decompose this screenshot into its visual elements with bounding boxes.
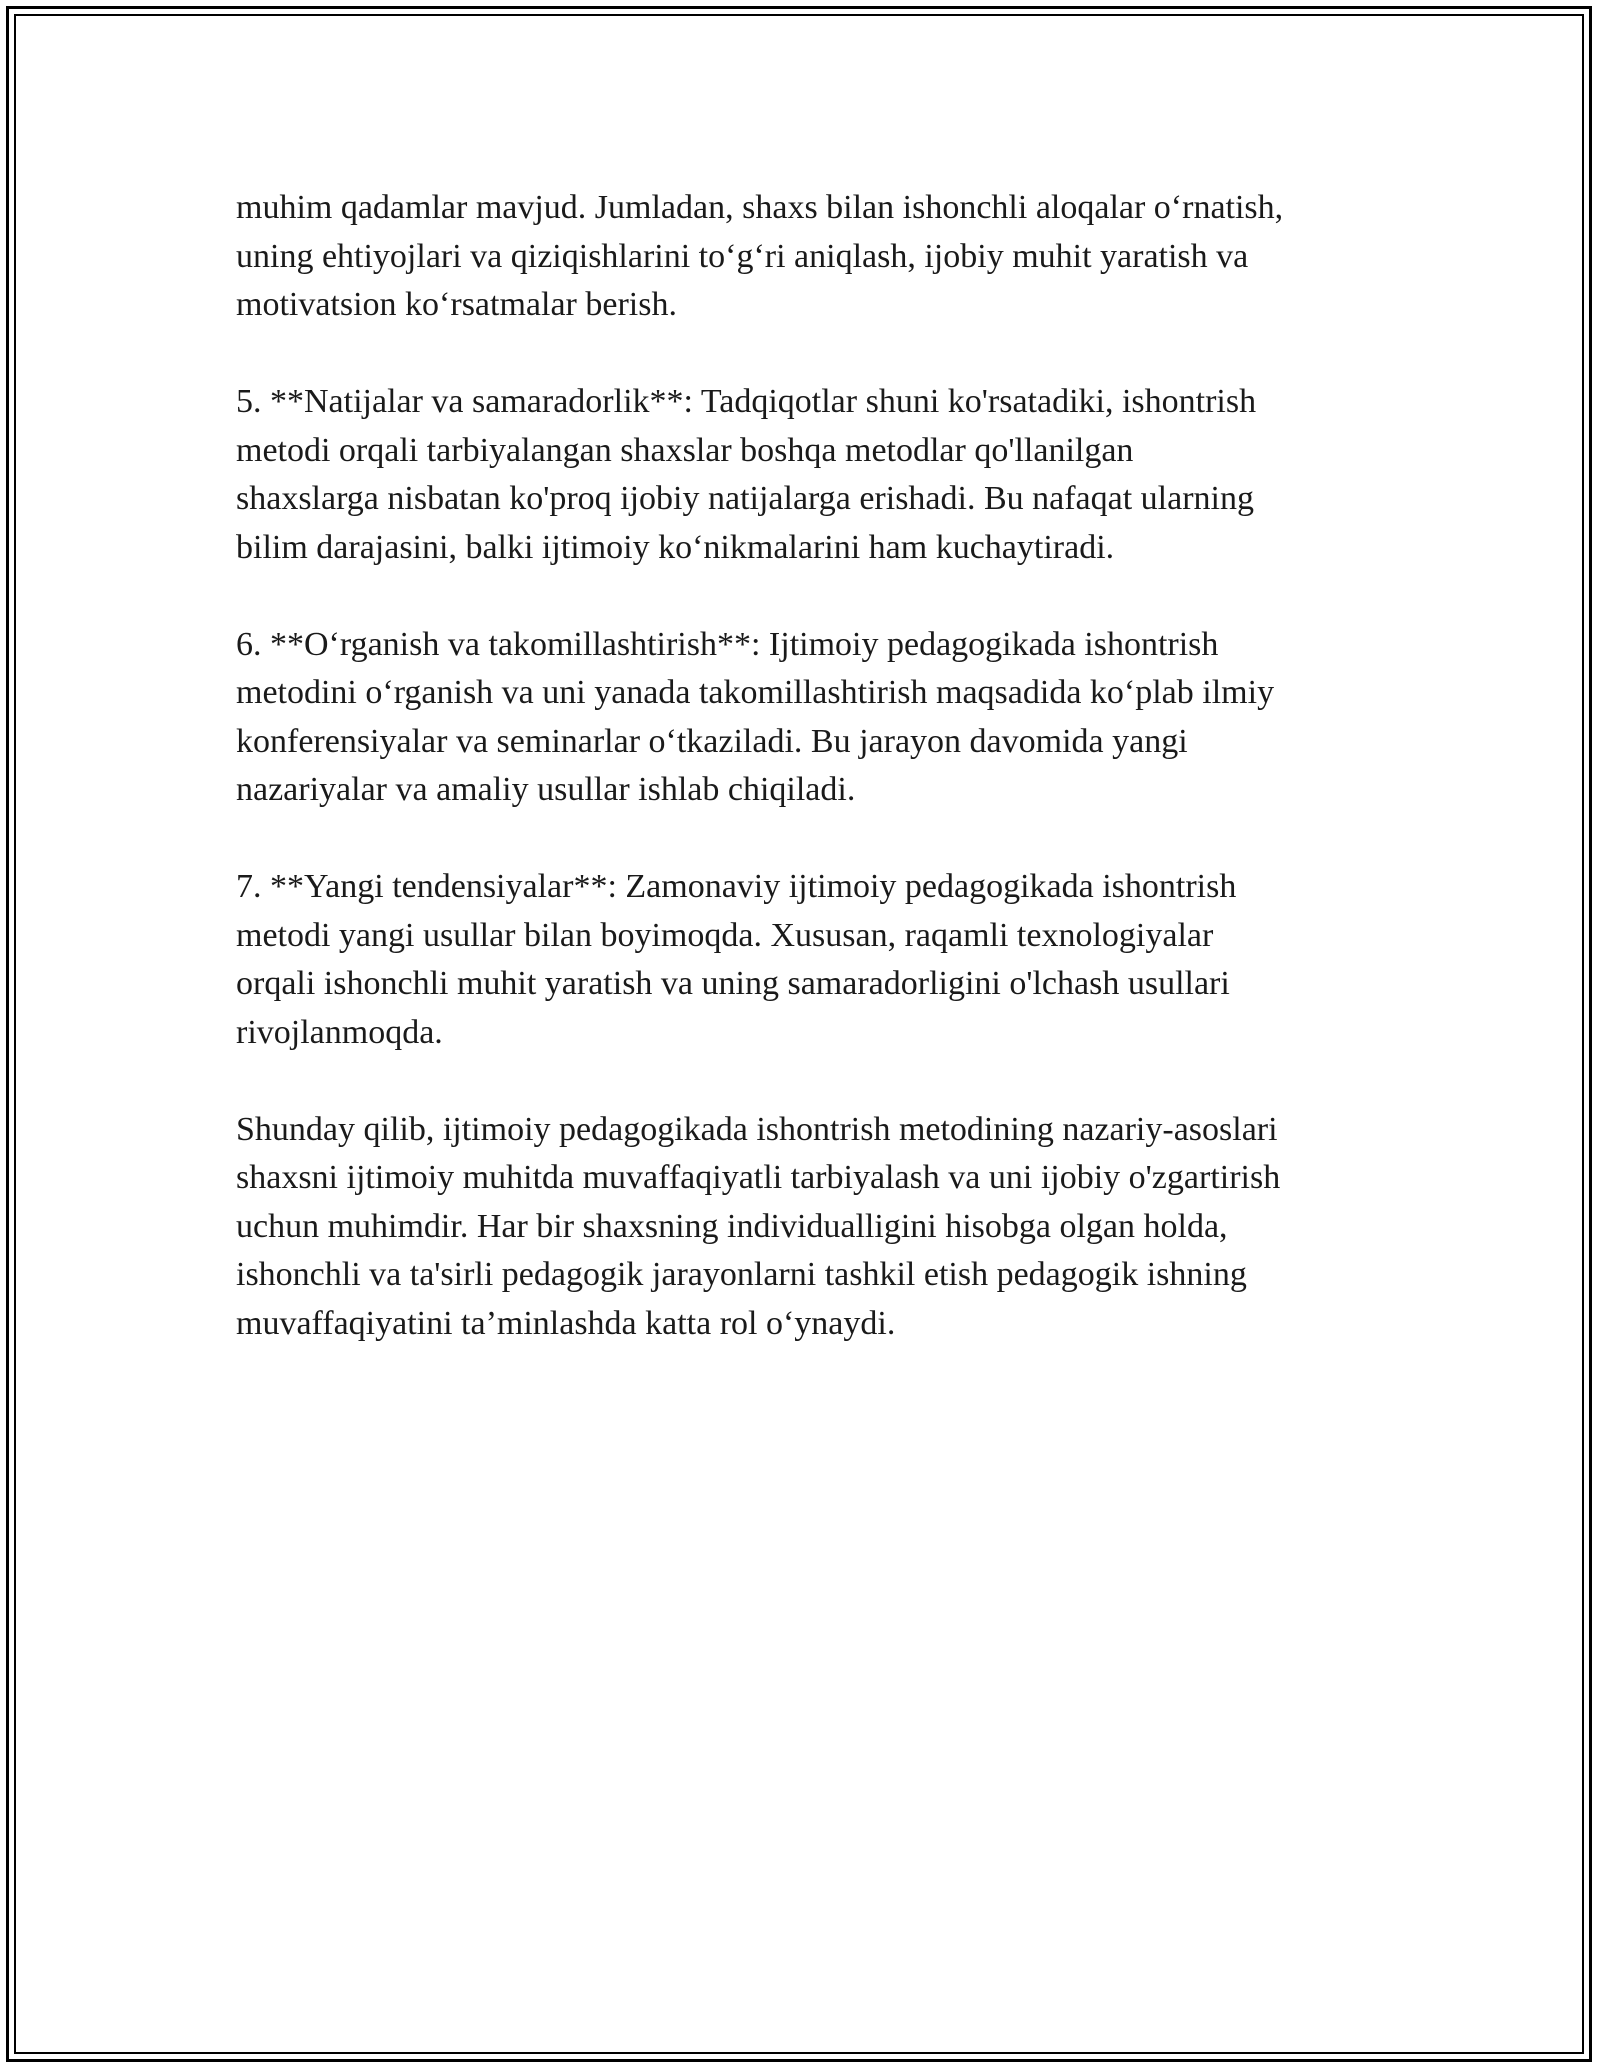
paragraph-intro-continuation: muhim qadamlar mavjud. Jumladan, shaxs bilan ishonchli aloqalar o‘rnatish, uning ehtiyojlari va qiziqishlarini to‘g‘ri aniqlash, ijobiy muhit yaratish va motivatsion ko‘rsatmalar berish. [236, 189, 1284, 323]
paragraph-conclusion: Shunday qilib, ijtimoiy pedagogikada ishontrish metodining nazariy-asoslari shaxsni ijtimoiy muhitda muvaffaqiyatli tarbiyalash va uni ijobiy o'zgartirish uchun muhimdir. Har bir shaxsning individualligini hisobga olgan holda, ishonchli va ta'sirli pedagogik jarayonlarni tashkil etish pedagogik ishning muvaffaqiyatini ta’minlashda katta rol o‘ynaydi. [236, 1110, 1281, 1342]
paragraph-item-7-trends: 7. **Yangi tendensiyalar**: Zamonaviy ijtimoiy pedagogikada ishontrish metodi yangi usullar bilan boyimoqda. Xususan, raqamli texnologiyalar orqali ishonchli muhit yaratish va uning samaradorligini o'lchash usullari rivojlanmoqda. [236, 868, 1237, 1051]
paragraph-item-5-results: 5. **Natijalar va samaradorlik**: Tadqiqotlar shuni ko'rsatadiki, ishontrish metodi orqali tarbiyalangan shaxslar boshqa metodlar qo'llanilgan shaxslarga nisbatan ko'proq ijobiy natijalarga erishadi. Bu nafaqat ularning bilim darajasini, balki ijtimoiy ko‘nikmalarini ham kuchaytiradi. [236, 383, 1257, 566]
document-body [236, 184, 1386, 1397]
paragraph-item-6-study: 6. **O‘rganish va takomillashtirish**: Ijtimoiy pedagogikada ishontrish metodini o‘rganish va uni yanada takomillashtirish maqsadida ko‘plab ilmiy konferensiyalar va seminarlar o‘tkaziladi. Bu jarayon davomida yangi nazariyalar va amaliy usullar ishlab chiqiladi. [236, 625, 1275, 808]
